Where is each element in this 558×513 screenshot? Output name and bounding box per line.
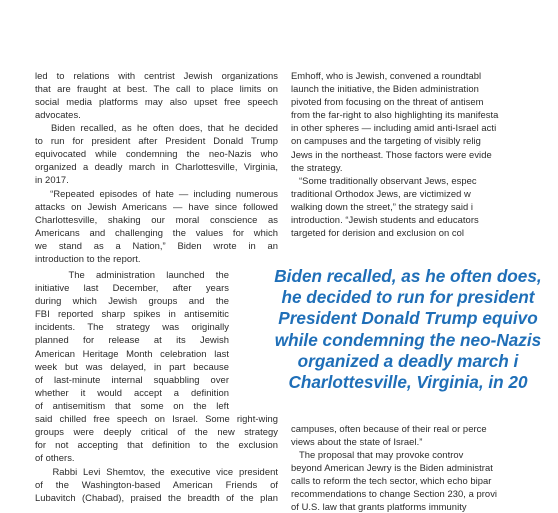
paragraph-centrist-relations <box>35 69 278 121</box>
text-line: Rabbi Levi Shemtov, the executive vice president <box>35 466 278 477</box>
text-line: launch the initiative, the Biden administration <box>291 83 479 95</box>
text-line: we stand as a Nation,” Biden wrote in an <box>35 240 278 252</box>
paragraph-emhoff-roundtable <box>291 69 531 174</box>
text-line: the strategy. <box>291 161 343 173</box>
paragraph-biden-recalled <box>35 121 278 186</box>
text-line: pivoted from focusing on the threat of antisem <box>291 96 484 108</box>
text-line: Jews in the northeast. Those factors were evide <box>291 148 492 160</box>
text-line: of the Washington-based American Friends of <box>35 479 278 491</box>
text-line: social media platforms may also upset free speech <box>35 96 278 108</box>
text-line: FBI reported sharp spikes in antisemitic <box>35 308 229 320</box>
text-line: initiative last December, after years <box>35 282 229 294</box>
pull-quote <box>258 266 558 393</box>
text-line: beyond American Jewry is the Biden administrat <box>291 462 493 474</box>
text-line: calls to reform the tech sector, which echo bipar <box>291 475 492 487</box>
pull-quote-line: he decided to run for president <box>281 287 535 308</box>
text-line: attacks on Jewish Americans — have since followed <box>35 201 278 213</box>
text-line: during which Jewish groups and the <box>35 295 229 307</box>
text-line: Americans and challenging the values for which <box>35 227 278 239</box>
text-line: of U.S. law that grants platforms immunity <box>291 501 467 513</box>
text-line: walking down the street,” the strategy said i <box>291 201 474 213</box>
text-line: to run for president after President Donald Trump <box>35 135 278 147</box>
text-line: Charlottesville, shaking our moral conscience as <box>35 214 278 226</box>
text-line: week but was delayed, in part because <box>35 360 229 372</box>
text-line: views about the state of Israel.” <box>291 436 423 448</box>
text-line: campuses, often because of their real or perce <box>291 423 487 434</box>
text-line: “Repeated episodes of hate — including numerous <box>35 188 278 199</box>
pull-quote-line: President Donald Trump equivo <box>278 308 538 329</box>
text-line: for not accepting that definition to the exclusion <box>35 439 278 451</box>
pull-quote-line: Biden recalled, as he often does, <box>274 266 542 286</box>
text-line: traditional Orthodox Jews, are victimized w <box>291 188 471 200</box>
paragraph-administration-launched <box>35 268 229 412</box>
text-line: said chilled free speech on Israel. Some right-wing <box>35 413 278 424</box>
text-line: of last-minute internal squabbling over <box>35 373 229 385</box>
text-line: groups were deeply critical of the new strategy <box>35 426 278 438</box>
text-line: recommendations to change Section 230, a provi <box>291 488 498 500</box>
paragraph-campuses-views <box>291 422 531 448</box>
text-line: in other spheres — including amid anti-Israel acti <box>291 122 497 134</box>
text-line: Emhoff, who is Jewish, convened a roundtabl <box>291 70 482 81</box>
text-line: The proposal that may provoke controv <box>291 449 464 460</box>
text-line: incidents. The strategy was originally <box>35 321 229 333</box>
text-line: that are fraught at best. The call to place limits on <box>35 83 278 95</box>
text-line: whether it would accept a definition <box>35 386 229 398</box>
text-line: advocates. <box>35 109 81 121</box>
pull-quote-line: organized a deadly march i <box>297 350 519 371</box>
text-line: from the far-right to also highlighting its manifesta <box>291 109 499 121</box>
paragraph-rabbi-shemtov <box>35 465 278 504</box>
text-line: American Heritage Month celebration last <box>35 347 229 359</box>
paragraph-proposal-tech-sector <box>291 448 531 513</box>
paragraph-chilled-free-speech <box>35 412 278 464</box>
text-line: The administration launched the <box>35 269 229 280</box>
text-line: equivocated while condemning the neo-Nazis who <box>35 148 278 160</box>
paragraph-observant-jews <box>291 174 531 239</box>
text-line: introduction. “Jewish students and educators <box>291 214 479 226</box>
text-line: of others. <box>35 452 75 464</box>
text-line: on campuses and the targeting of visibly relig <box>291 135 481 147</box>
pull-quote-line: while condemning the neo-Nazis <box>274 329 542 350</box>
text-line: in 2017. <box>35 174 69 186</box>
text-line: “Some traditionally observant Jews, espec <box>291 175 477 186</box>
text-line: introduction to the report. <box>35 253 141 265</box>
text-line: led to relations with centrist Jewish organizations <box>35 70 278 81</box>
text-line: of antisemitism that some on the left <box>35 399 229 411</box>
text-line: targeted for derision and exclusion on col <box>291 227 465 239</box>
text-line: Lubavitch (Chabad), praised the breadth of the plan <box>35 492 278 504</box>
text-line: Biden recalled, as he often does, that he decided <box>35 122 278 133</box>
paragraph-repeated-episodes <box>35 187 278 266</box>
text-line: planned for release at its Jewish <box>35 334 229 346</box>
text-line: organized a deadly march in Charlottesville, Virginia, <box>35 161 278 173</box>
pull-quote-line: Charlottesville, Virginia, in 20 <box>288 372 528 393</box>
